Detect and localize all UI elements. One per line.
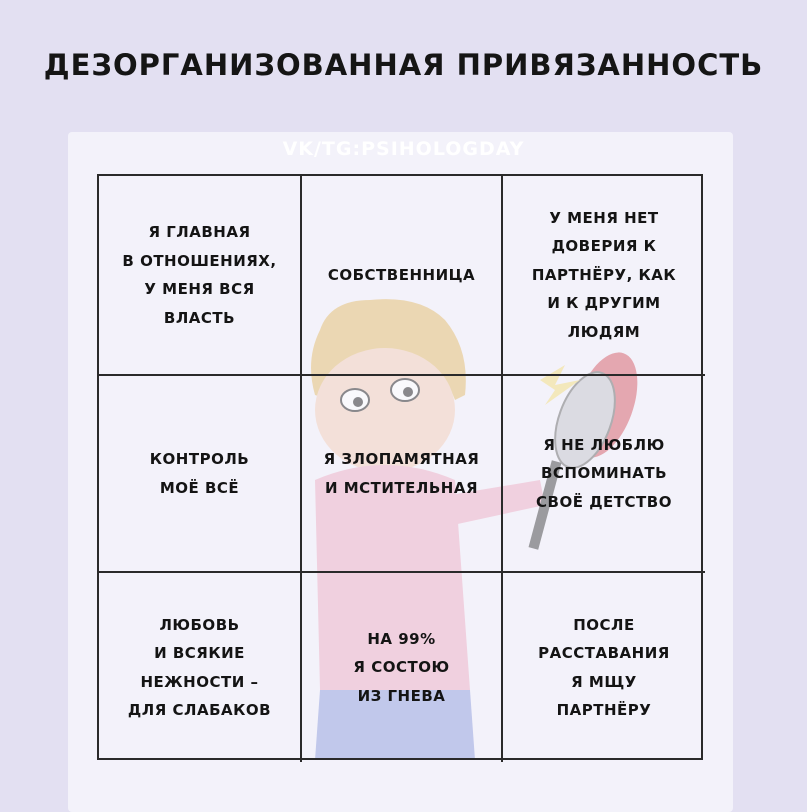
- trait-cell: [99, 176, 302, 376]
- trait-cell: [503, 376, 705, 573]
- trait-cell: [503, 176, 705, 376]
- trait-text: СОБСТВЕННИЦА: [327, 265, 476, 284]
- trait-cell: [99, 573, 302, 762]
- trait-text: Я ГЛАВНАЯ В ОТНОШЕНИЯХ, У МЕНЯ ВСЯ ВЛАСТЬ: [122, 223, 277, 327]
- trait-cell: [503, 573, 705, 762]
- trait-text: НА 99% Я СОСТОЮ ИЗ ГНЕВА: [353, 629, 450, 705]
- trait-text: КОНТРОЛЬ МОЁ ВСЁ: [149, 450, 250, 497]
- trait-text: ЛЮБОВЬ И ВСЯКИЕ НЕЖНОСТИ – ДЛЯ СЛАБАКОВ: [127, 615, 272, 719]
- trait-text: ПОСЛЕ РАССТАВАНИЯ Я МЩУ ПАРТНЁРУ: [538, 615, 670, 719]
- trait-text: У МЕНЯ НЕТ ДОВЕРИЯ К ПАРТНЁРУ, КАК И К ДРУГИМ ЛЮДЯМ: [531, 208, 677, 341]
- trait-cell: [302, 176, 503, 376]
- trait-cell: [302, 376, 503, 573]
- trait-text: Я ЗЛОПАМЯТНАЯ И МСТИТЕЛЬНАЯ: [323, 450, 480, 497]
- trait-text: Я НЕ ЛЮБЛЮ ВСПОМИНАТЬ СВОЁ ДЕТСТВО: [536, 435, 672, 511]
- page-title: ДЕЗОРГАНИЗОВАННАЯ ПРИВЯЗАННОСТЬ: [43, 48, 764, 82]
- trait-cell: [302, 573, 503, 762]
- traits-grid: [97, 174, 703, 760]
- trait-cell: [99, 376, 302, 573]
- watermark: VK/TG:PSIHOLOGDAY: [282, 138, 525, 160]
